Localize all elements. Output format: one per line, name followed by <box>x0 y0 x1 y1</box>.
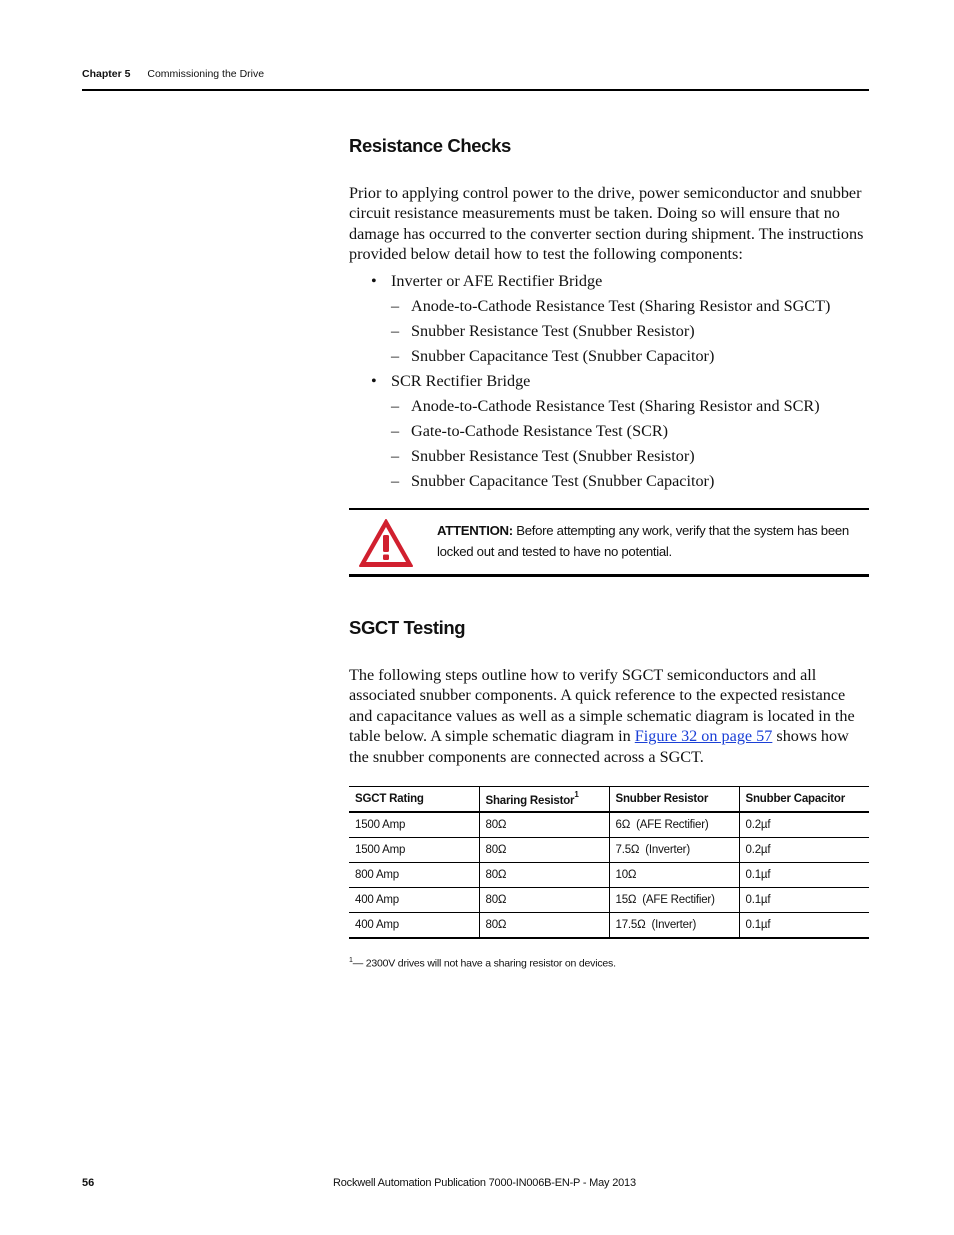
cell-sharing-resistor: 80Ω <box>479 863 609 888</box>
resistance-checks-body <box>349 183 869 494</box>
dash-glyph: – <box>391 421 400 440</box>
chapter-label: Chapter 5 <box>82 68 131 80</box>
cell-snubber-resistor <box>609 913 739 939</box>
dash-glyph: – <box>391 396 400 415</box>
test-item-label: Gate-to-Cathode Resistance Test (SCR) <box>411 421 669 440</box>
test-item-label: Snubber Resistance Test (Snubber Resistor) <box>411 321 695 340</box>
warning-triangle-icon <box>357 517 415 569</box>
cell-snubber-resistor <box>609 838 739 863</box>
resistance-checks-heading: Resistance Checks <box>349 135 511 156</box>
snubber-resistor-value: 6Ω <box>615 819 631 831</box>
cell-snubber-capacitor: 0.1µf <box>739 888 869 913</box>
attention-box <box>349 508 869 577</box>
cell-sharing-resistor: 80Ω <box>479 812 609 838</box>
test-item <box>391 419 869 444</box>
test-item-label: Snubber Capacitance Test (Snubber Capacitor) <box>411 471 715 490</box>
test-list <box>391 294 869 369</box>
cell-snubber-capacitor: 0.2µf <box>739 812 869 838</box>
snubber-resistor-value: 17.5Ω <box>615 919 646 931</box>
test-item-label: Anode-to-Cathode Resistance Test (Sharing Resistor and SGCT) <box>411 296 831 315</box>
column-header-snubber-resistor: Snubber Resistor <box>609 787 739 813</box>
cell-sharing-resistor: 80Ω <box>479 888 609 913</box>
sgct-testing-section <box>349 617 869 639</box>
table-header-row <box>349 787 869 813</box>
publication-info: Rockwell Automation Publication 7000-IN006B-EN-P - May 2013 <box>333 1177 636 1189</box>
cell-sgct-rating: 800 Amp <box>349 863 479 888</box>
sgct-spec-table <box>349 786 869 939</box>
dash-glyph: – <box>391 346 400 365</box>
snubber-resistor-value: 10Ω <box>615 869 637 881</box>
table-row <box>349 863 869 888</box>
resistance-checks-intro: Prior to applying control power to the drive, power semiconductor and snubber circuit resistance measurements must be taken. Doing so will ensure that no damage has occurred to the converter section during shipment. The instructions provided below detail how to test the following components: <box>349 184 864 264</box>
table-row <box>349 812 869 838</box>
chapter-title: Commissioning the Drive <box>147 68 265 80</box>
column-header-sgct-rating: SGCT Rating <box>349 787 479 813</box>
sgct-testing-paragraph <box>349 665 869 767</box>
attention-label: ATTENTION: <box>437 523 513 538</box>
cell-sgct-rating: 1500 Amp <box>349 812 479 838</box>
table-row <box>349 888 869 913</box>
test-item-label: Anode-to-Cathode Resistance Test (Sharing Resistor and SCR) <box>411 396 820 415</box>
dash-glyph: – <box>391 296 400 315</box>
component-group-label: Inverter or AFE Rectifier Bridge <box>391 271 603 290</box>
sgct-para-part1: The following steps outline how to verify SGCT semiconductors and all associated snubber components. A quick reference to the expected resistance and capacitance values as well as a simple schematic diagram is located in the table below. A simple schematic diagram in <box>349 666 855 746</box>
column-header-sharing-resistor <box>479 787 609 813</box>
test-item-label: Snubber Capacitance Test (Snubber Capacitor) <box>411 346 715 365</box>
test-item-label: Snubber Resistance Test (Snubber Resistor) <box>411 446 695 465</box>
column-header-snubber-capacitor: Snubber Capacitor <box>739 787 869 813</box>
table-row <box>349 913 869 939</box>
snubber-resistor-note: (AFE Rectifier) <box>636 819 709 831</box>
resistance-checks-section <box>349 135 869 157</box>
bullet-glyph: • <box>371 371 377 390</box>
test-item <box>391 344 869 369</box>
component-group <box>349 369 869 494</box>
snubber-resistor-value: 15Ω <box>615 894 637 906</box>
dash-glyph: – <box>391 446 400 465</box>
snubber-resistor-value: 7.5Ω <box>615 844 640 856</box>
attention-message: Before attempting any work, verify that the system has been locked out and tested to have no potential. <box>437 523 849 559</box>
cell-sgct-rating: 400 Amp <box>349 888 479 913</box>
test-list <box>391 394 869 494</box>
sgct-testing-heading: SGCT Testing <box>349 617 466 638</box>
sgct-para-part2: shows how the snubber components are connected across a SGCT. <box>349 727 849 766</box>
cell-sharing-resistor: 80Ω <box>479 838 609 863</box>
cell-snubber-resistor <box>609 812 739 838</box>
cell-snubber-capacitor: 0.1µf <box>739 913 869 939</box>
cell-snubber-resistor <box>609 863 739 888</box>
snubber-resistor-note: (Inverter) <box>645 844 690 856</box>
running-header <box>82 68 869 80</box>
page-number: 56 <box>82 1177 95 1189</box>
cell-snubber-resistor <box>609 888 739 913</box>
snubber-resistor-note: (Inverter) <box>651 919 697 931</box>
test-item <box>391 319 869 344</box>
sgct-testing-body <box>349 665 869 767</box>
component-group <box>349 269 869 369</box>
attention-text <box>437 521 857 562</box>
snubber-resistor-note: (AFE Rectifier) <box>642 894 715 906</box>
test-item <box>391 444 869 469</box>
dash-glyph: – <box>391 471 400 490</box>
cell-sgct-rating: 1500 Amp <box>349 838 479 863</box>
header-rule <box>82 89 869 91</box>
column-header-label: Sharing Resistor <box>485 794 575 807</box>
table-row <box>349 838 869 863</box>
table-footnote <box>349 957 616 970</box>
cell-snubber-capacitor: 0.1µf <box>739 863 869 888</box>
footnote-mark: 1 <box>574 789 579 799</box>
test-item <box>391 294 869 319</box>
cell-sharing-resistor: 80Ω <box>479 913 609 939</box>
dash-glyph: – <box>391 321 400 340</box>
test-item <box>391 469 869 494</box>
figure-32-link[interactable]: Figure 32 on page 57 <box>634 727 773 746</box>
cell-snubber-capacitor: 0.2µf <box>739 838 869 863</box>
bullet-glyph: • <box>371 271 377 290</box>
component-list <box>349 269 869 494</box>
cell-sgct-rating: 400 Amp <box>349 913 479 939</box>
footnote-text: — 2300V drives will not have a sharing resistor on devices. <box>352 957 616 970</box>
footnote-mark: 1 <box>349 957 353 964</box>
test-item <box>391 394 869 419</box>
component-group-label: SCR Rectifier Bridge <box>391 371 531 390</box>
